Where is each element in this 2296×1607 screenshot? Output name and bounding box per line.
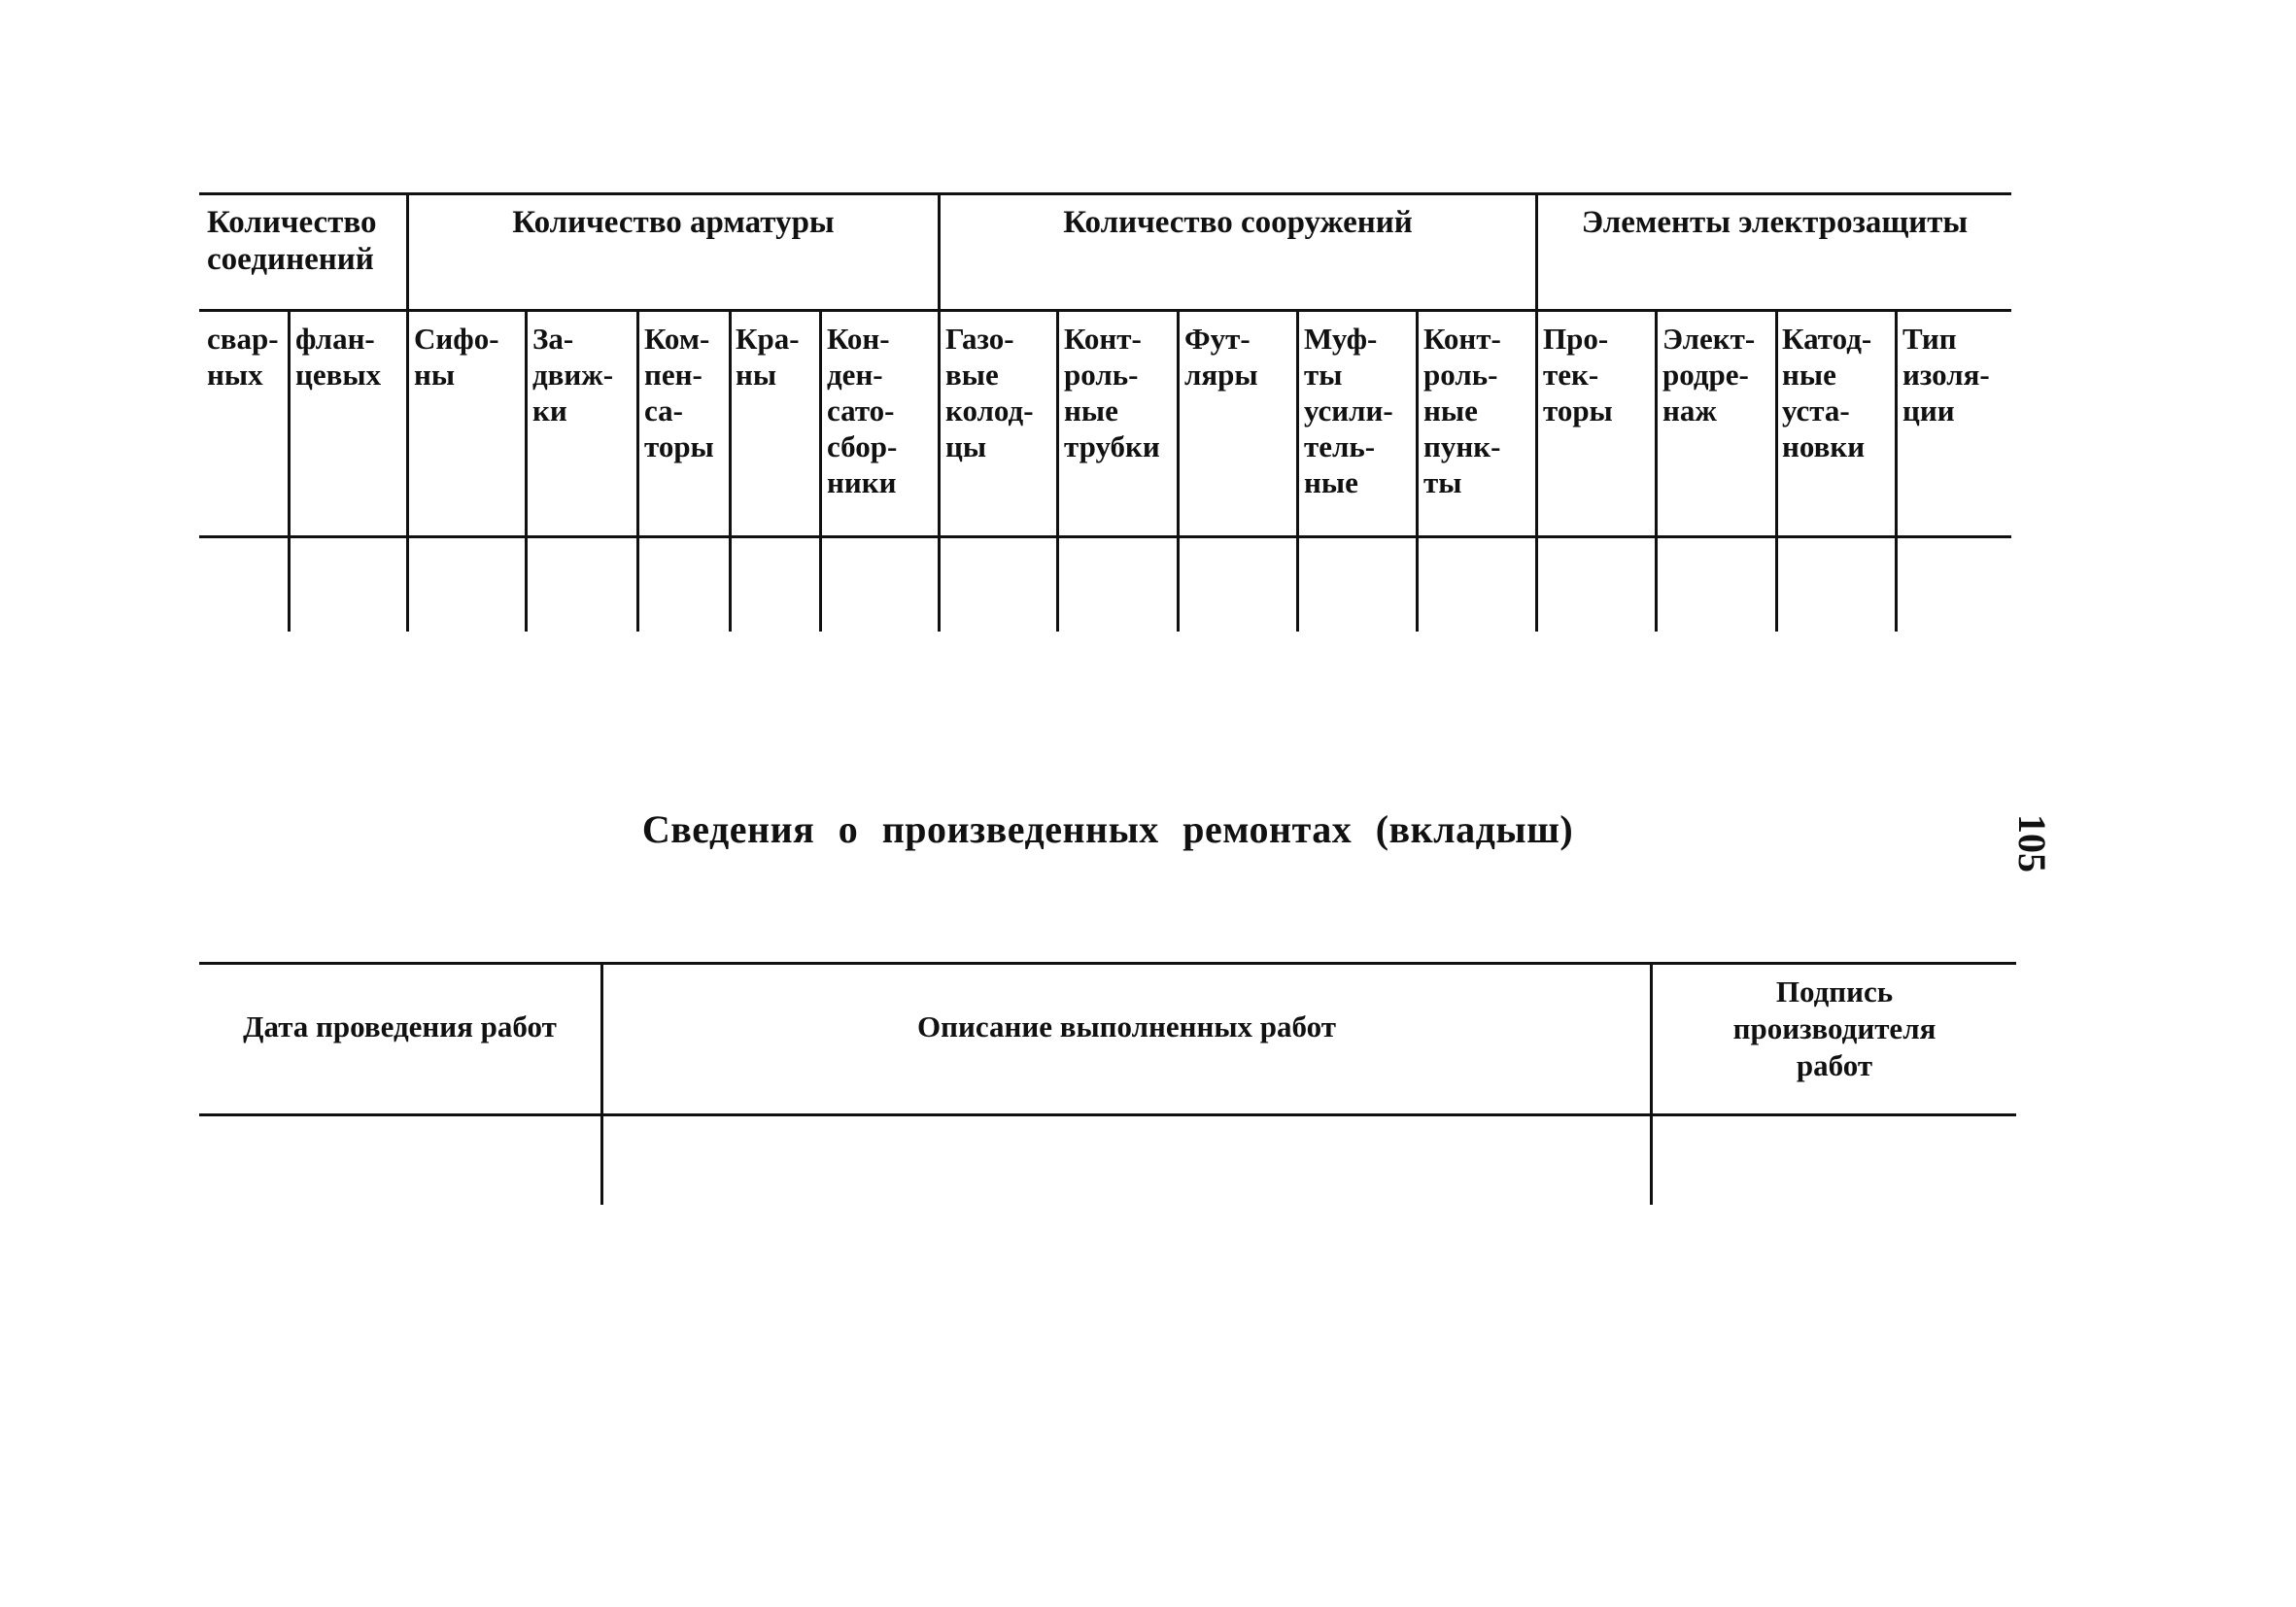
column-divider: [1056, 309, 1059, 632]
group-header-electroprotection: Элементы электрозащиты: [1581, 205, 1969, 240]
column-header-cathodic-stations: Катод- ные уста- новки: [1782, 322, 1872, 463]
column-divider: [819, 309, 822, 632]
column-header-casings: Фут- ляры: [1184, 322, 1258, 392]
column-divider: [636, 309, 639, 632]
column-divider: [525, 309, 528, 632]
group-header-rule: [199, 309, 2011, 312]
table-top-rule: [199, 192, 2011, 195]
column-header-electric-drainage: Элект- родре- наж: [1662, 322, 1756, 427]
column-header-reinforcing-couplings: Муф- ты усили- тель- ные: [1304, 322, 1393, 499]
repairs-table: [199, 962, 2016, 1214]
column-header-siphons: Сифо- ны: [414, 322, 499, 392]
column-header-control-points: Конт- роль- ные пунк- ты: [1423, 322, 1501, 499]
column-header-gate-valves: За- движ- ки: [532, 322, 614, 427]
header-bottom-rule: [199, 1113, 2016, 1116]
column-divider: [1177, 309, 1180, 632]
column-header-condensate-collectors: Кон- ден- сато- сбор- ники: [827, 322, 898, 499]
column-divider: [1655, 309, 1658, 632]
column-divider: [1416, 309, 1419, 632]
group-header-fittings: Количество арматуры: [512, 205, 835, 240]
column-header-taps: Кра- ны: [736, 322, 800, 392]
column-divider: [1775, 309, 1778, 632]
column-divider: [1895, 309, 1898, 632]
column-header-gas-wells: Газо- вые колод- цы: [945, 322, 1034, 463]
group-header-structures: Количество сооружений: [1063, 205, 1413, 240]
group-divider: [406, 192, 409, 632]
column-header-rule: [199, 535, 2011, 538]
table-top-rule: [199, 962, 2016, 965]
group-divider: [1535, 192, 1538, 632]
column-header-welded: свар- ных: [207, 322, 279, 392]
group-header-connections: Количество соединений: [207, 205, 377, 277]
column-header-insulation-type: Тип изоля- ции: [1902, 322, 1990, 427]
section-title: Сведения о произведенных ремонтах (вкладыш): [641, 807, 1574, 851]
page-number: 105: [2010, 814, 2054, 872]
column-header-flanged: флан- цевых: [295, 322, 382, 392]
column-divider: [1296, 309, 1299, 632]
column-header-control-tubes: Конт- роль- ные трубки: [1064, 322, 1160, 463]
column-divider: [288, 309, 291, 632]
column-divider: [729, 309, 732, 632]
column-header-contractor-signature: Подпись производителя работ: [1732, 974, 1936, 1082]
column-divider: [600, 962, 603, 1205]
pipeline-elements-table: [199, 192, 2011, 632]
group-divider: [938, 192, 941, 632]
column-header-compensators: Ком- пен- са- торы: [644, 322, 714, 463]
column-header-work-date: Дата проведения работ: [243, 1009, 557, 1043]
column-header-protectors: Про- тек- торы: [1543, 322, 1613, 427]
column-header-work-description: Описание выполненных работ: [917, 1009, 1336, 1043]
